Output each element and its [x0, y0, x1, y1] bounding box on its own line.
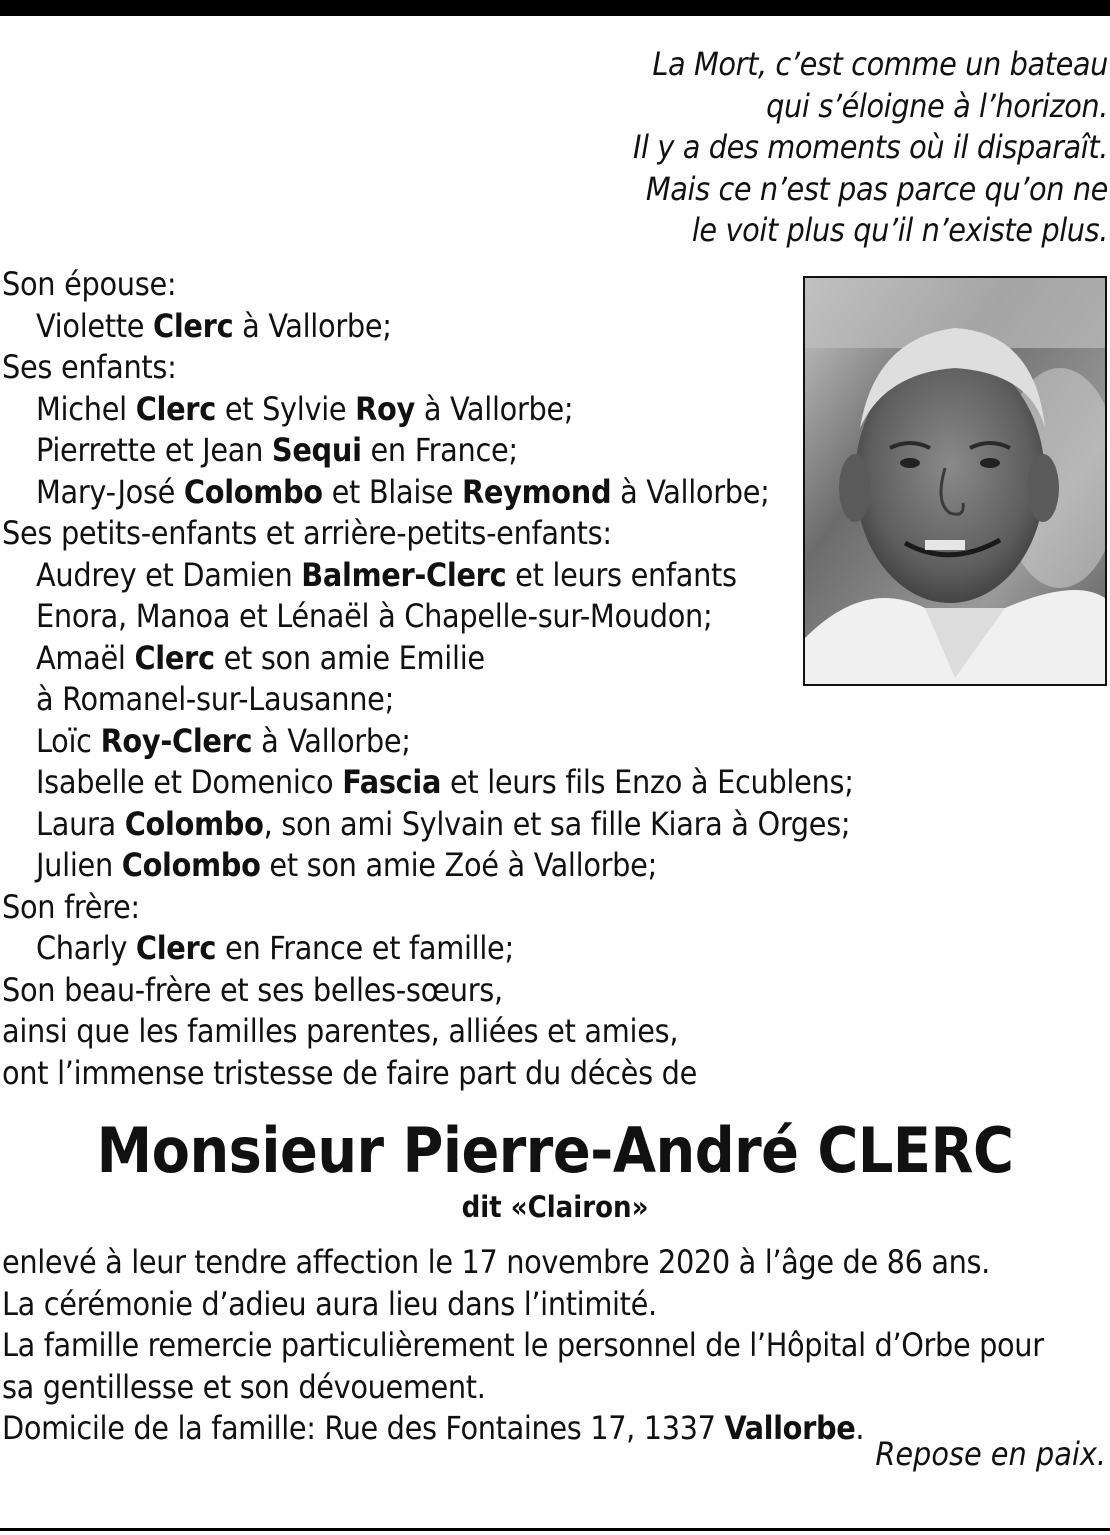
surname: Clerc: [134, 638, 215, 677]
deceased-nickname: dit «Clairon»: [461, 1190, 649, 1224]
brother-entry: Charly Clerc en France et famille;: [36, 929, 514, 967]
spouse-entry: Violette Clerc à Vallorbe;: [36, 306, 392, 345]
in-laws-line: Son beau-frère et ses belles-sœurs,: [2, 970, 503, 1009]
surname: Colombo: [183, 472, 323, 511]
children-heading: Ses enfants:: [2, 348, 177, 386]
surname: Colombo: [121, 846, 261, 884]
poem-quote: [488, 44, 1108, 252]
grandchild-entry: Enora, Manoa et Lénaël à Chapelle-sur-Moudon;: [36, 597, 713, 635]
thanks-line: La famille remercie particulièrement le personnel de l’Hôpital d’Orbe pour: [2, 1326, 1044, 1364]
grandchildren-heading: Ses petits-enfants et arrière-petits-enfants:: [2, 514, 612, 552]
address-city: Vallorbe: [724, 1409, 856, 1447]
grandchild-entry: Isabelle et Domenico Fascia et leurs fils Enzo à Ecublens;: [36, 763, 854, 801]
address-line: Domicile de la famille: Rue des Fontaines 17, 1337 Vallorbe.: [2, 1409, 865, 1447]
surname: Fascia: [342, 763, 442, 801]
surname: Balmer-Clerc: [301, 555, 507, 594]
closing-line: Repose en paix.: [875, 1435, 1106, 1473]
surname: Colombo: [124, 804, 264, 843]
surname: Reymond: [462, 472, 612, 511]
family-list: [2, 264, 1102, 1094]
thanks-line: sa gentillesse et son dévouement.: [2, 1367, 486, 1406]
grandchild-entry: Julien Colombo et son amie Zoé à Vallorbe;: [36, 846, 657, 884]
child-entry: Pierrette et Jean Sequi en France;: [36, 431, 518, 469]
grandchild-entry: Amaël Clerc et son amie Emilie: [36, 638, 485, 677]
details-block: [2, 1242, 1108, 1450]
surname: Clerc: [153, 306, 234, 345]
child-entry: Mary-José Colombo et Blaise Reymond à Vallorbe;: [36, 472, 770, 511]
surname: Roy-Clerc: [100, 721, 253, 760]
grandchild-entry: Laura Colombo, son ami Sylvain et sa fille Kiara à Orges;: [36, 804, 851, 843]
brother-heading: Son frère:: [2, 887, 140, 926]
grandchild-entry: Audrey et Damien Balmer-Clerc et leurs enfants: [36, 555, 737, 594]
poem-line: Il y a des moments où il disparaît.: [632, 128, 1108, 166]
poem-line: qui s’éloigne à l’horizon.: [766, 86, 1108, 125]
families-line: ainsi que les familles parentes, alliées et amies,: [2, 1012, 679, 1050]
deceased-name: Monsieur Pierre-André CLERC: [96, 1114, 1014, 1187]
surname: Sequi: [271, 431, 362, 469]
bottom-rule: [0, 1528, 1110, 1531]
ceremony-line: La cérémonie d’adieu aura lieu dans l’intimité.: [2, 1284, 657, 1323]
poem-line: La Mort, c’est comme un bateau: [652, 45, 1108, 83]
grandchild-entry: à Romanel-sur-Lausanne;: [36, 680, 395, 718]
surname: Clerc: [135, 929, 217, 967]
death-line: enlevé à leur tendre affection le 17 novembre 2020 à l’âge de 86 ans.: [2, 1243, 990, 1281]
child-entry: Michel Clerc et Sylvie Roy à Vallorbe;: [36, 389, 574, 428]
top-rule: [0, 0, 1110, 16]
spouse-heading: Son épouse:: [2, 265, 177, 303]
surname: Roy: [355, 389, 415, 428]
poem-line: le voit plus qu’il n’existe plus.: [691, 211, 1108, 249]
surname: Clerc: [135, 389, 216, 428]
grandchild-entry: Loïc Roy-Clerc à Vallorbe;: [36, 721, 411, 760]
poem-line: Mais ce n’est pas parce qu’on ne: [645, 169, 1108, 208]
announcement-line: ont l’immense tristesse de faire part du décès de: [2, 1053, 698, 1092]
